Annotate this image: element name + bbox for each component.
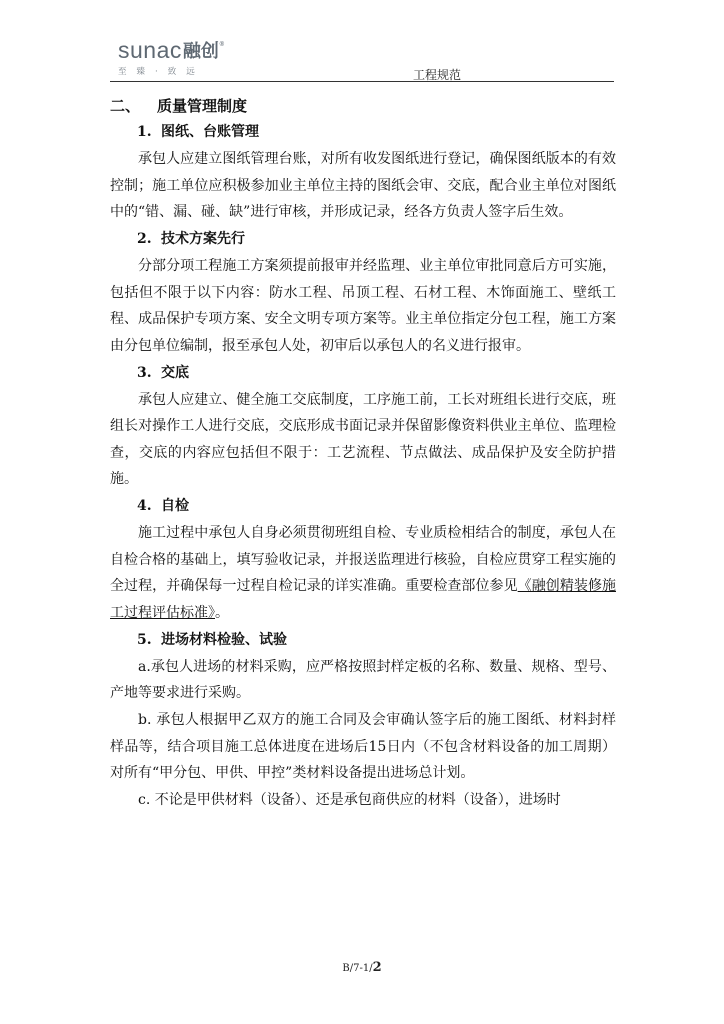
- item-heading-4: [110, 493, 616, 520]
- logo-slogan: 至臻·致远: [118, 67, 205, 77]
- item-title: 图纸、台账管理: [161, 124, 259, 140]
- footer-code: B/7-1/: [342, 963, 373, 974]
- page-body: [110, 93, 616, 814]
- item-title: 技术方案先行: [161, 231, 245, 247]
- paragraph: 承包人应建立、健全施工交底制度，工序施工前，工长对班组长进行交底，班组长对操作工人进行交底，交底形成书面记录并保留影像资料供业主单位、监理检查，交底的内容应包括但不限于：工艺流程、节点做法、成品保护及安全防护措施。: [110, 391, 616, 487]
- item-number: 2.: [137, 231, 152, 247]
- item-heading-2: [110, 226, 616, 253]
- item-title: 进场材料检验、试验: [161, 631, 287, 648]
- section-heading: [110, 93, 616, 119]
- paragraph: c. 不论是甲供材料（设备）、还是承包商供应的材料（设备），进场时: [138, 792, 561, 808]
- item-number: 1.: [137, 124, 152, 140]
- paragraph: b. 承包人根据甲乙双方的施工合同及会审确认签字后的施工图纸、材料封样样品等，结合项目施工总体进度在进场后15日内（不包含材料设备的加工周期）对所有“甲分包、甲供、甲控”类材料设备提出进场总计划。: [110, 712, 616, 781]
- logo-trademark: ®: [218, 41, 225, 48]
- section-title: 质量管理制度: [157, 97, 248, 115]
- page-footer: [0, 960, 724, 975]
- paragraph-text: 施工过程中承包人自身必须贯彻班组自检、专业质检相结合的制度，承包人在自检合格的基础上，填写验收记录，并报送监理进行核验，自检应贯穿工程实施的全过程，并确保每一过程自检记录的详实准确。重要检查部位参见: [110, 525, 616, 594]
- item-heading-3: [110, 360, 616, 387]
- item-number: 5.: [137, 631, 152, 648]
- item-title: 自检: [161, 498, 189, 514]
- logo-chinese: 融创: [182, 41, 219, 62]
- logo-wordmark: sunac: [118, 37, 182, 63]
- standard-reference-link[interactable]: 《融创精装修施工过程评估标准》: [110, 578, 616, 621]
- item-heading-1: [110, 119, 616, 146]
- paragraph: 分部分项工程施工方案须提前报审并经监理、业主单位审批同意后方可实施，包括但不限于以下内容：防水工程、吊顶工程、石材工程、木饰面施工、壁纸工程、成品保护专项方案、安全文明专项方案等。业主单位指定分包工程，施工方案由分包单位编制，报至承包人处，初审后以承包人的名义进行报审。: [110, 258, 616, 354]
- document-title: 工程规范: [413, 68, 462, 82]
- paragraph: [110, 520, 616, 626]
- item-title: 交底: [161, 364, 189, 381]
- paragraph: a.承包人进场的材料采购，应严格按照封样定板的名称、数量、规格、型号、产地等要求进行采购。: [110, 658, 616, 701]
- item-number: 3.: [137, 364, 152, 381]
- sunac-logo: [118, 37, 225, 77]
- header-divider: [110, 81, 614, 82]
- paragraph-text: 。: [215, 604, 229, 621]
- item-heading-5: [110, 627, 616, 654]
- paragraph: 承包人应建立图纸管理台账，对所有收发图纸进行登记，确保图纸版本的有效控制；施工单位应积极参加业主单位主持的图纸会审、交底，配合业主单位对图纸中的“错、漏、碰、缺”进行审核，并形成记录，经各方负责人签字后生效。: [110, 151, 616, 220]
- item-number: 4.: [137, 498, 152, 514]
- section-number: 二、: [110, 97, 141, 115]
- page-number: 2: [372, 960, 382, 975]
